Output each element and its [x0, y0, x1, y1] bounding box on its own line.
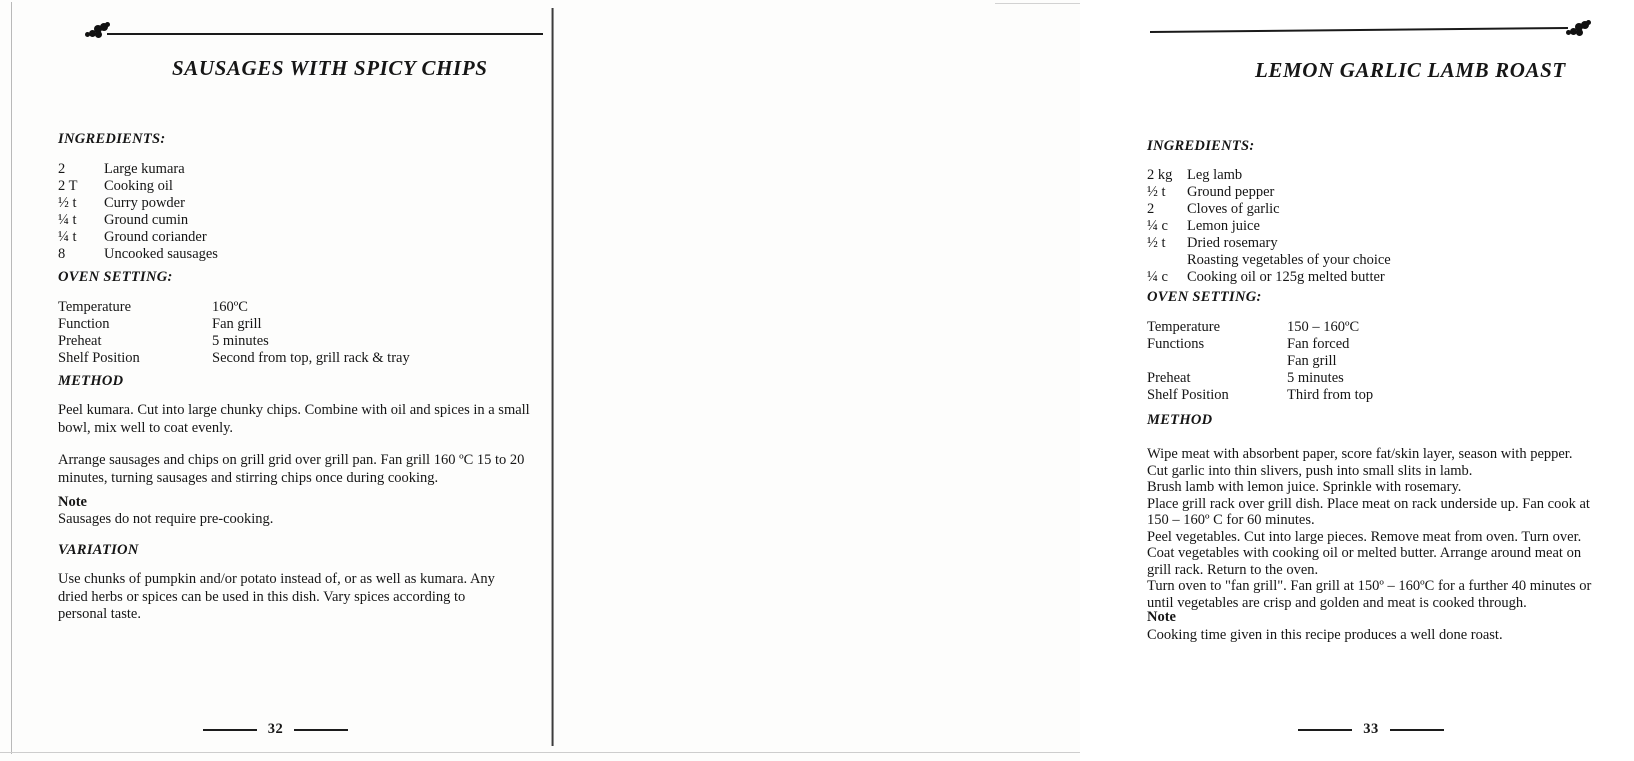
- oven-setting-row: [1147, 336, 1373, 353]
- oven-setting-row: [58, 316, 410, 333]
- oven-setting-label: Temperature: [58, 299, 132, 315]
- left-method-heading: METHOD: [58, 373, 124, 389]
- method-line: Brush lamb with lemon juice. Sprinkle with rosemary.: [1147, 479, 1462, 495]
- right-oven-setting-heading: OVEN SETTING:: [1147, 289, 1262, 305]
- ingredient-row: [1147, 167, 1391, 184]
- right-note-body: [1147, 627, 1607, 645]
- footer-rule-left: [1298, 729, 1352, 731]
- ingredient-row: [58, 246, 218, 263]
- oven-setting-row: [1147, 387, 1373, 404]
- right-ingredients-heading: INGREDIENTS:: [1147, 138, 1255, 154]
- ingredient-qty: 8: [58, 246, 66, 262]
- left-variation-body: [58, 571, 510, 624]
- page-number: 33: [1363, 721, 1379, 737]
- oven-setting-value: Third from top: [1287, 387, 1374, 403]
- oven-setting-value: Second from top, grill rack & tray: [212, 350, 410, 366]
- ingredient-name: Roasting vegetables of your choice: [1187, 252, 1391, 268]
- right-page-header: [1150, 18, 1590, 44]
- ingredient-name: Ground pepper: [1187, 184, 1275, 200]
- ingredient-qty: 2: [58, 161, 66, 177]
- note-text: Cooking time given in this recipe produces a well done roast.: [1147, 627, 1503, 643]
- method-paragraph: Peel kumara. Cut into large chunky chips. Combine with oil and spices in a small bowl, mix well to coat evenly.: [58, 402, 530, 436]
- note-text: Sausages do not require pre-cooking.: [58, 511, 274, 527]
- method-paragraph: Arrange sausages and chips on grill grid over grill pan. Fan grill 160 ºC 15 to 20 minutes, turning sausages and stirring chips once during cooking.: [58, 452, 525, 486]
- ingredient-name: Ground cumin: [104, 212, 189, 228]
- footer-rule-right: [294, 729, 348, 731]
- left-variation-heading: VARIATION: [58, 542, 139, 558]
- footer-rule-left: [203, 729, 257, 731]
- method-line: Peel vegetables. Cut into large pieces. Remove meat from oven. Turn over.: [1147, 528, 1582, 545]
- left-method-body: [58, 402, 536, 487]
- right-method-body: [1147, 446, 1607, 611]
- oven-setting-label: Preheat: [1147, 370, 1191, 386]
- ingredient-qty: 2 kg: [1147, 167, 1173, 183]
- oven-setting-value: Fan grill: [1287, 353, 1337, 369]
- ingredient-row: [1147, 218, 1391, 235]
- oven-setting-label: [1147, 353, 1287, 370]
- right-recipe-title: LEMON GARLIC LAMB ROAST: [1255, 58, 1566, 82]
- left-ingredients-heading: INGREDIENTS:: [58, 131, 166, 147]
- left-oven-settings-list: [58, 299, 410, 367]
- ingredient-qty: [1147, 252, 1187, 269]
- ingredient-name: Uncooked sausages: [104, 246, 218, 262]
- left-page-header: [85, 20, 543, 46]
- oven-setting-value: 5 minutes: [1287, 370, 1344, 386]
- left-oven-setting-heading: OVEN SETTING:: [58, 269, 173, 285]
- ingredient-row: [1147, 184, 1391, 201]
- method-line: Place grill rack over grill dish. Place meat on rack underside up. Fan cook at 150 – 160º C for 60 minutes.: [1147, 495, 1590, 528]
- ingredient-qty: 2: [1147, 201, 1155, 217]
- right-ingredients-list: [1147, 167, 1391, 286]
- ingredient-row: [58, 229, 218, 246]
- right-page-footer: [1108, 721, 1634, 739]
- ingredient-qty: ¼ t: [58, 212, 77, 228]
- ingredient-row: [58, 212, 218, 229]
- page-number: 32: [267, 721, 284, 737]
- right-method-heading: METHOD: [1147, 412, 1213, 428]
- oven-setting-label: Shelf Position: [58, 350, 140, 366]
- ingredient-name: Cooking oil: [104, 178, 173, 194]
- header-rule: [1150, 27, 1568, 33]
- left-note-body: [58, 511, 536, 529]
- method-line: Coat vegetables with cooking oil or melted butter. Arrange around meat on grill rack. Return to the oven.: [1147, 545, 1582, 578]
- dot-cluster-ornament-icon: [1566, 20, 1590, 38]
- ingredient-name: Lemon juice: [1187, 218, 1260, 234]
- ingredient-name: Curry powder: [104, 195, 185, 211]
- oven-setting-label: Function: [58, 316, 110, 332]
- method-line: Turn oven to "fan grill". Fan grill at 150º – 160ºC for a further 40 minutes or until vegetables are crisp and golden and meat is cooked through.: [1147, 578, 1592, 611]
- ingredient-qty: 2 T: [58, 178, 78, 194]
- ingredient-qty: ¼ c: [1147, 269, 1168, 285]
- ingredient-name: Leg lamb: [1187, 167, 1243, 183]
- ingredient-name: Large kumara: [104, 161, 185, 177]
- oven-setting-label: Preheat: [58, 333, 102, 349]
- left-note-heading: Note: [58, 494, 87, 510]
- right-note-heading: Note: [1147, 609, 1176, 625]
- right-oven-settings-list: [1147, 319, 1373, 404]
- oven-setting-label: Shelf Position: [1147, 387, 1229, 403]
- ingredient-qty: ½ t: [1147, 184, 1166, 200]
- ingredient-row: [1147, 235, 1391, 252]
- ingredient-row: [58, 161, 218, 178]
- oven-setting-value: Fan grill: [212, 316, 262, 332]
- ingredient-name: Ground coriander: [104, 229, 207, 245]
- oven-setting-row: [58, 333, 410, 350]
- ingredient-qty: ½ t: [1147, 235, 1166, 251]
- ingredient-name: Dried rosemary: [1187, 235, 1278, 251]
- oven-setting-value: 5 minutes: [212, 333, 269, 349]
- oven-setting-row: [1147, 319, 1373, 336]
- oven-setting-row: [1147, 370, 1373, 387]
- ingredient-name: Cloves of garlic: [1187, 201, 1280, 217]
- header-rule: [107, 33, 543, 35]
- left-recipe-title: SAUSAGES WITH SPICY CHIPS: [172, 56, 488, 80]
- oven-setting-value: 150 – 160ºC: [1287, 319, 1360, 335]
- oven-setting-label: Temperature: [1147, 319, 1221, 335]
- left-page: [0, 0, 551, 761]
- oven-setting-row: [58, 299, 410, 316]
- variation-text: Use chunks of pumpkin and/or potato instead of, or as well as kumara. Any dried herbs or spices can be used in this dish. Vary spices according to personal taste.: [58, 571, 495, 622]
- oven-setting-row: [58, 350, 410, 367]
- dot-cluster-ornament-icon: [85, 22, 109, 40]
- oven-setting-row: [1147, 353, 1373, 370]
- ingredient-qty: ¼ t: [58, 229, 77, 245]
- ingredient-name: Cooking oil or 125g melted butter: [1187, 269, 1385, 285]
- ingredient-row: [1147, 252, 1391, 269]
- left-ingredients-list: [58, 161, 218, 263]
- method-line: Wipe meat with absorbent paper, score fat/skin layer, season with pepper.: [1147, 446, 1573, 462]
- ingredient-qty: ¼ c: [1147, 218, 1168, 234]
- left-page-footer: [0, 721, 551, 739]
- ingredient-row: [58, 195, 218, 212]
- ingredient-qty: ½ t: [58, 195, 77, 211]
- ingredient-row: [1147, 201, 1391, 218]
- method-line: Cut garlic into thin slivers, push into small slits in lamb.: [1147, 462, 1473, 479]
- oven-setting-label: Functions: [1147, 336, 1205, 352]
- footer-rule-right: [1390, 729, 1444, 731]
- ingredient-row: [1147, 269, 1391, 286]
- ingredient-row: [58, 178, 218, 195]
- oven-setting-value: Fan forced: [1287, 336, 1350, 352]
- oven-setting-value: 160ºC: [212, 299, 248, 315]
- right-page: [554, 0, 1592, 761]
